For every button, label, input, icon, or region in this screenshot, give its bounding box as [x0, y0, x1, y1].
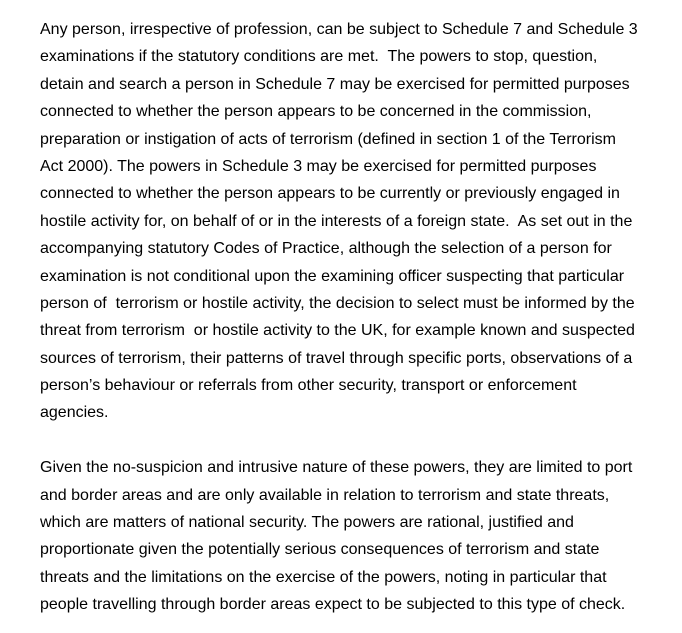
text-line: threats and the limitations on the exercise of the powers, noting in particular that — [40, 568, 607, 586]
text-line: hostile activity for, on behalf of or in the interests of a foreign state. As set out in the — [40, 212, 633, 230]
text-line: Any person, irrespective of profession, can be subject to Schedule 7 and Schedule 3 — [40, 21, 638, 38]
text-line: Act 2000). The powers in Schedule 3 may be exercised for permitted purposes — [40, 157, 597, 175]
text-line: which are matters of national security. The powers are rational, justified and — [40, 514, 574, 532]
text-line: people travelling through border areas expect to be subjected to this type of check. — [40, 596, 626, 614]
paragraph-schedule-powers — [40, 16, 680, 427]
text-line: accompanying statutory Codes of Practice, although the selection of a person for — [40, 240, 612, 258]
text-line: agencies. — [40, 404, 109, 422]
text-line: proportionate given the potentially serious consequences of terrorism and state — [40, 541, 600, 559]
text-line: person’s behaviour or referrals from other security, transport or enforcement — [40, 377, 577, 395]
text-line: examination is not conditional upon the examining officer suspecting that particular — [40, 267, 625, 285]
document-body — [40, 16, 680, 619]
paragraph-no-suspicion-powers — [40, 454, 680, 618]
text-line: preparation or instigation of acts of terrorism (defined in section 1 of the Terrorism — [40, 130, 616, 148]
text-line: detain and search a person in Schedule 7 may be exercised for permitted purposes — [40, 75, 630, 93]
text-line: Given the no-suspicion and intrusive nature of these powers, they are limited to port — [40, 459, 633, 477]
text-line: examinations if the statutory conditions are met. The powers to stop, question, — [40, 48, 598, 66]
text-line: and border areas and are only available in relation to terrorism and state threats, — [40, 486, 610, 504]
text-line: threat from terrorism or hostile activity to the UK, for example known and suspected — [40, 322, 635, 340]
text-line: connected to whether the person appears to be concerned in the commission, — [40, 103, 592, 121]
text-line: person of terrorism or hostile activity, the decision to select must be informed by the — [40, 294, 635, 312]
text-line: connected to whether the person appears to be currently or previously engaged in — [40, 185, 620, 203]
text-line: sources of terrorism, their patterns of travel through specific ports, observations of a — [40, 349, 633, 367]
